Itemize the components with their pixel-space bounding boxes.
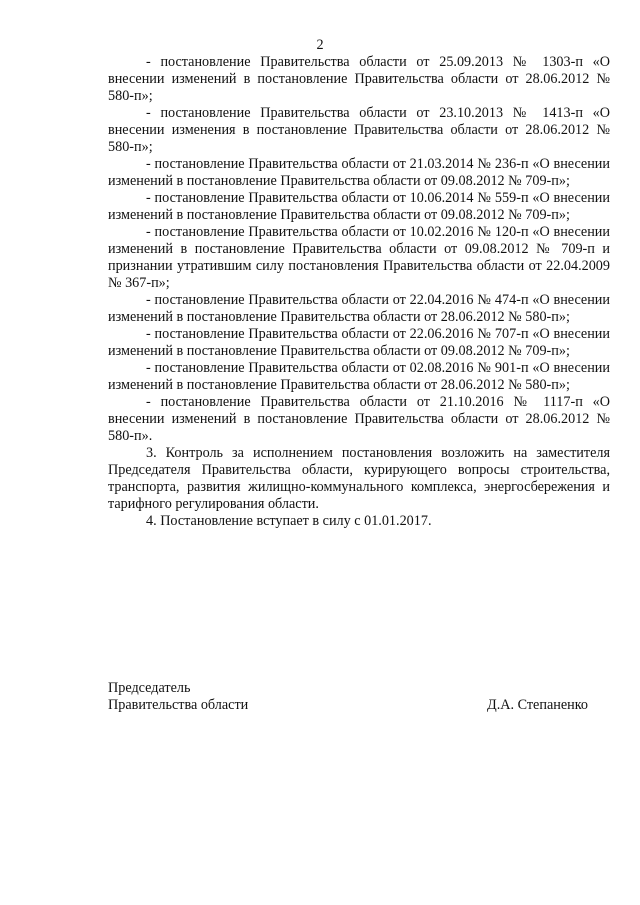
signatory-title-line1: Председатель [108,680,191,696]
document-body [108,54,610,530]
signatory-title-line2: Правительства области [108,697,249,713]
list-item: - постановление Правительства области от 21.10.2016 № 1117-п «О внесении изменений в постановление Правительства области от 28.06.2012 № 580-п». [108,394,610,444]
list-item: - постановление Правительства области от 22.04.2016 № 474-п «О внесении изменений в постановление Правительства области от 28.06.2012 № 580-п»; [108,292,610,325]
list-item: - постановление Правительства области от 10.06.2014 № 559-п «О внесении изменений в постановление Правительства области от 09.08.2012 № 709-п»; [108,190,610,223]
list-item: - постановление Правительства области от 25.09.2013 № 1303-п «О внесении изменений в постановление Правительства области от 28.06.2012 № 580-п»; [108,54,610,104]
page-number: 2 [316,37,324,53]
signatory-name: Д.А. Степаненко [487,697,588,713]
list-item: - постановление Правительства области от 02.08.2016 № 901-п «О внесении изменений в постановление Правительства области от 28.06.2012 № 580-п»; [108,360,610,393]
list-item: - постановление Правительства области от 22.06.2016 № 707-п «О внесении изменений в постановление Правительства области от 09.08.2012 № 709-п»; [108,326,610,359]
list-item: - постановление Правительства области от 10.02.2016 № 120-п «О внесении изменений в постановление Правительства области от 09.08.2012 № 709-п и признании утратившим силу постановления Правительства области от 22.04.2009 № 367-п»; [108,224,610,291]
list-item: - постановление Правительства области от 21.03.2014 № 236-п «О внесении изменений в постановление Правительства области от 09.08.2012 № 709-п»; [108,156,610,189]
clause-3: 3. Контроль за исполнением постановления возложить на заместителя Председателя Правительства области, курирующего вопросы строительства, транспорта, развития жилищно-коммунального комплекса, энергосбережения и тарифного регулирования области. [108,445,610,512]
list-item: - постановление Правительства области от 23.10.2013 № 1413-п «О внесении изменения в постановление Правительства области от 28.06.2012 № 580-п»; [108,105,610,155]
signature-block [108,680,588,714]
clause-4: 4. Постановление вступает в силу с 01.01.2017. [146,513,432,529]
